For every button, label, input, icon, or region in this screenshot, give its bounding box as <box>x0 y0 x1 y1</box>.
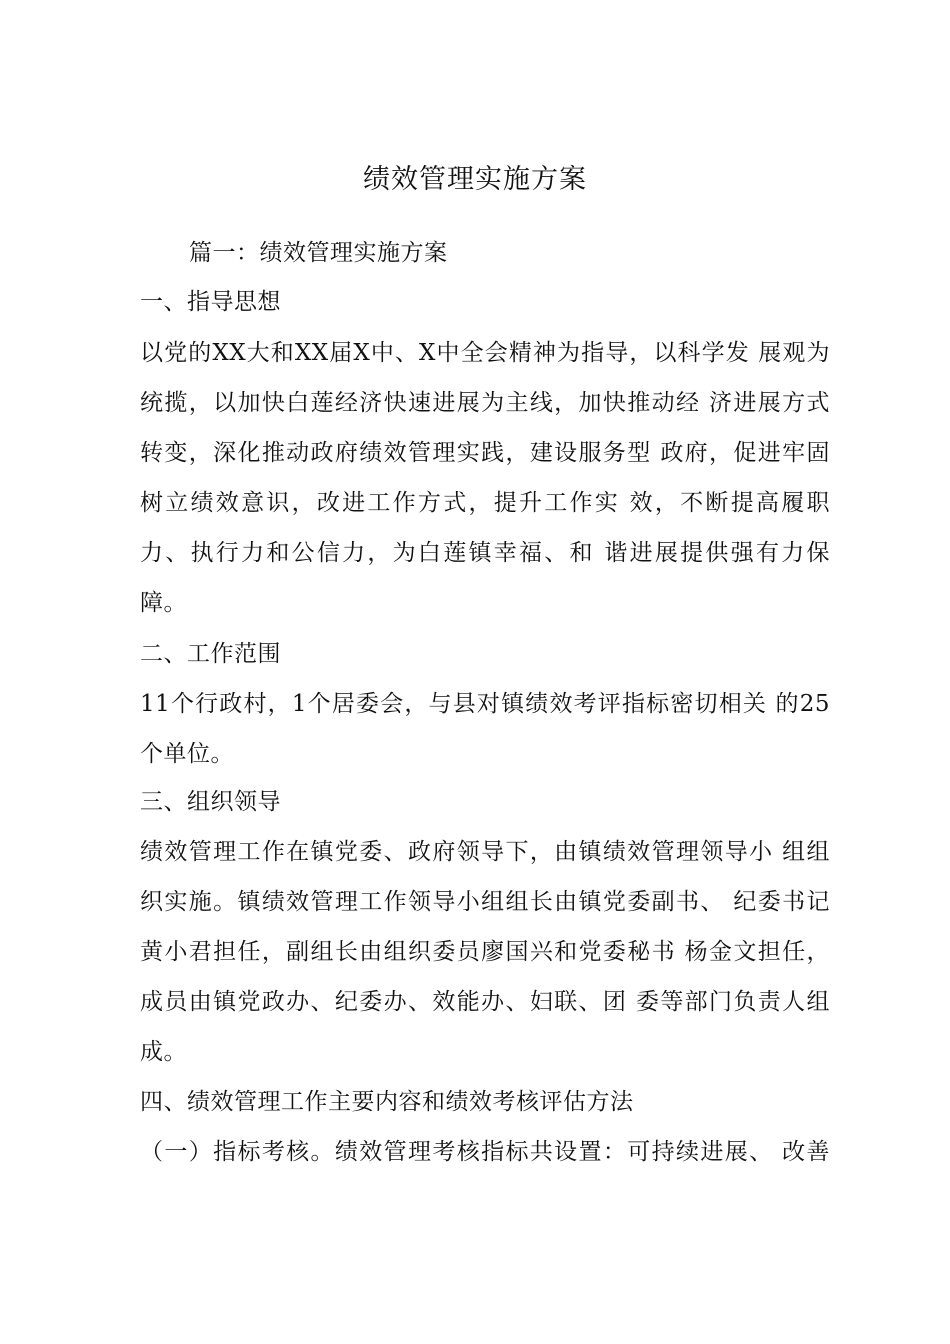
paragraph-line: 统揽，以加快白莲经济快速进展为主线，加快推动经 济进展方式 <box>140 390 830 416</box>
section-heading-organization: 三、组织领导 <box>140 789 281 815</box>
section-heading-main-content: 四、绩效管理工作主要内容和绩效考核评估方法 <box>140 1089 634 1115</box>
section-heading-work-scope: 二、工作范围 <box>140 641 281 667</box>
paragraph-line: 织实施。镇绩效管理工作领导小组组长由镇党委副书、 纪委书记 <box>140 889 830 915</box>
paragraph-line: 力、执行力和公信力，为白莲镇幸福、和 谐进展提供强有力保 <box>140 540 830 566</box>
paragraph-line: 个单位。 <box>140 741 234 767</box>
paragraph-line: 转变，深化推动政府绩效管理实践，建设服务型 政府，促进牢固 <box>140 440 830 466</box>
paragraph-line: （一）指标考核。绩效管理考核指标共设置：可持续进展、 改善 <box>140 1139 830 1165</box>
paragraph-line: 障。 <box>140 590 187 616</box>
paragraph-line: 11个行政村，1个居委会，与县对镇绩效考评指标密切相关 的25 <box>140 691 830 717</box>
paragraph-line: 黄小君担任，副组长由组织委员廖国兴和党委秘书 杨金文担任， <box>140 939 830 965</box>
section-heading-guiding-ideology: 一、指导思想 <box>140 289 281 315</box>
paragraph-line: 成。 <box>140 1039 187 1065</box>
paragraph-line: 树立绩效意识，改进工作方式，提升工作实 效，不断提高履职 <box>140 490 830 516</box>
paragraph-line: 以党的XX大和XX届X中、X中全会精神为指导，以科学发 展观为 <box>140 340 830 366</box>
document-title: 绩效管理实施方案 <box>363 164 587 195</box>
document-subtitle: 篇一：绩效管理实施方案 <box>189 240 448 266</box>
paragraph-line: 成员由镇党政办、纪委办、效能办、妇联、团 委等部门负责人组 <box>140 989 830 1015</box>
paragraph-line: 绩效管理工作在镇党委、政府领导下，由镇绩效管理领导小 组组 <box>140 839 830 865</box>
